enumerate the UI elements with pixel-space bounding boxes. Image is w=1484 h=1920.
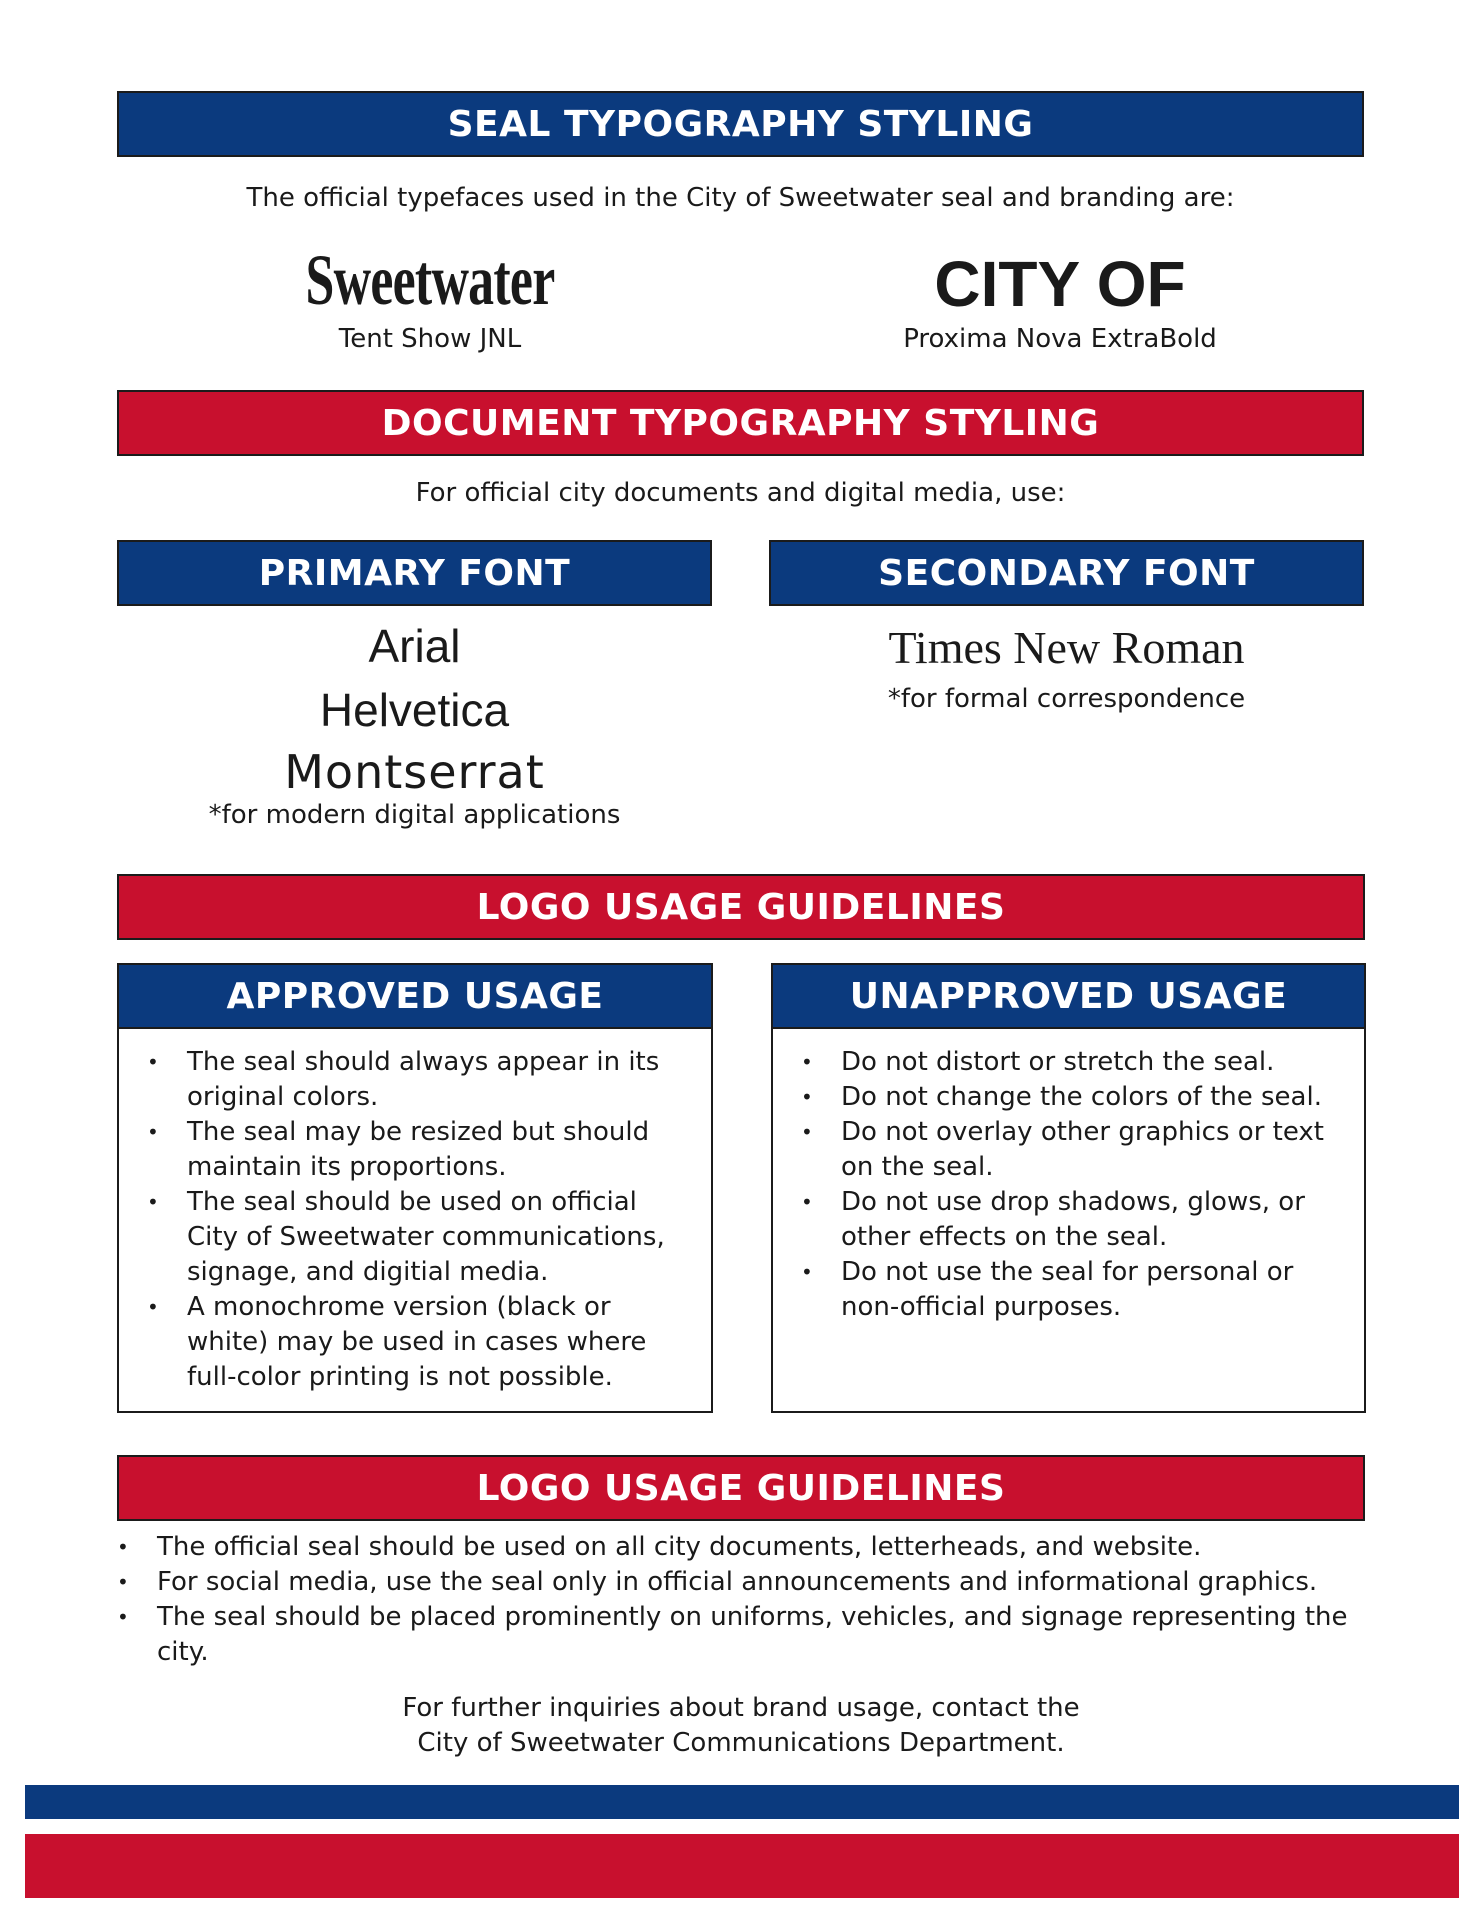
seal-typography-intro: The official typefaces used in the City of Sweetwater seal and branding are: bbox=[246, 183, 1235, 213]
secondary-font-header bbox=[769, 540, 1364, 606]
unapproved-usage-box bbox=[771, 963, 1366, 1413]
font-name-tent-show: Tent Show JNL bbox=[338, 324, 522, 354]
unapproved-usage-title: UNAPPROVED USAGE bbox=[849, 975, 1288, 1017]
document-typography-title: DOCUMENT TYPOGRAPHY STYLING bbox=[381, 402, 1100, 444]
list-item: • The official seal should be used on all city documents, letterheads, and website. bbox=[117, 1530, 1357, 1565]
secondary-font-times: Times New Roman bbox=[888, 622, 1245, 673]
unapproved-usage-header bbox=[771, 963, 1366, 1029]
approved-usage-box bbox=[117, 963, 713, 1413]
list-item: • Do not overlay other graphics or text on the seal. bbox=[801, 1115, 1331, 1185]
document-typography-intro: For official city documents and digital media, use: bbox=[415, 478, 1066, 508]
primary-font-header bbox=[117, 540, 712, 606]
footer-stripe-red bbox=[25, 1834, 1459, 1898]
contact-line-2: City of Sweetwater Communications Department. bbox=[417, 1728, 1065, 1758]
secondary-font-title: SECONDARY FONT bbox=[878, 552, 1255, 594]
seal-typography-title: SEAL TYPOGRAPHY STYLING bbox=[447, 103, 1034, 145]
font-name-proxima-nova: Proxima Nova ExtraBold bbox=[903, 324, 1217, 354]
seal-typography-header bbox=[117, 91, 1364, 157]
list-item: • Do not use the seal for personal or non-official purposes. bbox=[801, 1255, 1331, 1325]
font-sample-sweetwater: Sweetwater bbox=[305, 240, 555, 320]
list-item: • The seal may be resized but should maintain its proportions. bbox=[147, 1115, 677, 1185]
primary-font-helvetica: Helvetica bbox=[319, 684, 510, 736]
unapproved-usage-list bbox=[801, 1045, 1331, 1325]
list-item: • For social media, use the seal only in official announcements and informational graphics. bbox=[117, 1565, 1357, 1600]
font-sample-city-of: CITY OF bbox=[934, 248, 1186, 320]
logo-usage-header-2 bbox=[117, 1455, 1365, 1521]
logo-usage-title-2: LOGO USAGE GUIDELINES bbox=[476, 1467, 1006, 1509]
list-item: • Do not distort or stretch the seal. bbox=[801, 1045, 1331, 1080]
contact-line-1: For further inquiries about brand usage, contact the bbox=[402, 1693, 1080, 1723]
list-item: • The seal should be used on official City of Sweetwater communications, signage, and digitial media. bbox=[147, 1185, 677, 1290]
approved-usage-list bbox=[147, 1045, 677, 1395]
list-item: • Do not change the colors of the seal. bbox=[801, 1080, 1331, 1115]
list-item: • Do not use drop shadows, glows, or other effects on the seal. bbox=[801, 1185, 1331, 1255]
document-typography-header bbox=[117, 390, 1364, 456]
list-item: • A monochrome version (black or white) may be used in cases where full-color printing is not possible. bbox=[147, 1290, 677, 1395]
secondary-font-note: *for formal correspondence bbox=[887, 684, 1246, 714]
primary-font-title: PRIMARY FONT bbox=[258, 552, 571, 594]
approved-usage-header bbox=[117, 963, 713, 1029]
logo-usage-list-2 bbox=[117, 1530, 1357, 1670]
primary-font-note: *for modern digital applications bbox=[208, 800, 621, 830]
logo-usage-header bbox=[117, 874, 1365, 940]
approved-usage-title: APPROVED USAGE bbox=[226, 975, 604, 1017]
list-item: • The seal should always appear in its original colors. bbox=[147, 1045, 677, 1115]
primary-font-montserrat: Montserrat bbox=[284, 745, 545, 799]
footer-stripe-navy bbox=[25, 1785, 1459, 1819]
list-item: • The seal should be placed prominently on uniforms, vehicles, and signage representing the city. bbox=[117, 1600, 1357, 1670]
primary-font-arial: Arial bbox=[368, 620, 461, 672]
logo-usage-title: LOGO USAGE GUIDELINES bbox=[476, 886, 1006, 928]
